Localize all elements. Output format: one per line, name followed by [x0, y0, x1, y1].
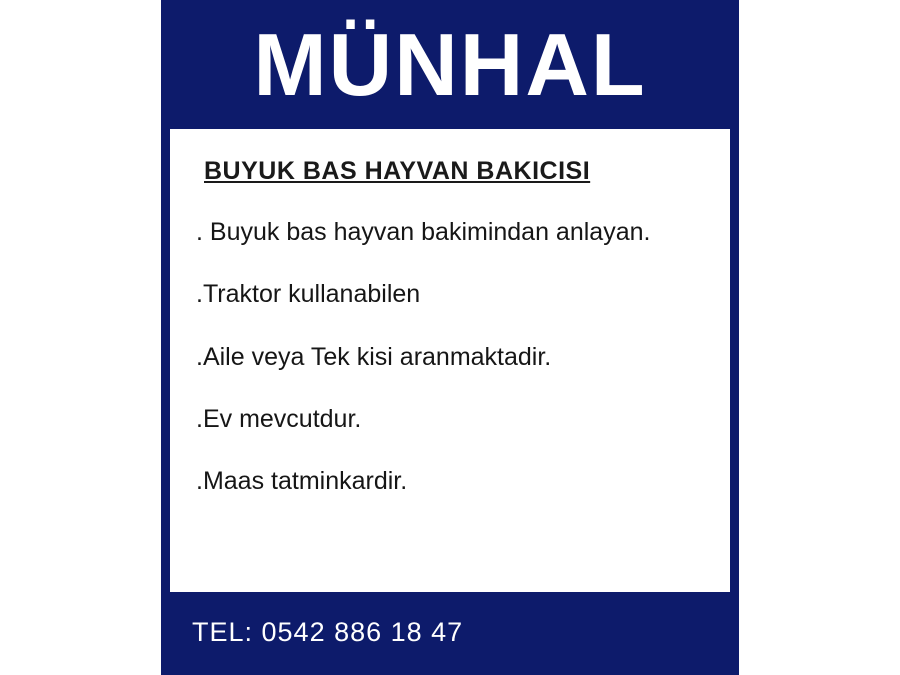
requirements-list	[196, 217, 704, 497]
list-item: .Aile veya Tek kisi aranmaktadir.	[196, 342, 552, 371]
contact-phone: TEL: 0542 886 18 47	[192, 616, 464, 647]
poster-body-panel	[170, 129, 730, 592]
list-item: . Buyuk bas hayvan bakimindan anlayan.	[196, 218, 651, 246]
list-item: .Ev mevcutdur.	[196, 404, 362, 433]
poster-title: MÜNHAL	[253, 14, 647, 114]
poster-header	[161, 0, 739, 129]
list-item: .Maas tatminkardir.	[196, 467, 408, 495]
poster-card	[161, 0, 739, 675]
poster-footer	[170, 598, 730, 666]
list-item: .Traktor kullanabilen	[196, 280, 421, 309]
job-title-heading: BUYUK BAS HAYVAN BAKICISI	[204, 157, 591, 185]
